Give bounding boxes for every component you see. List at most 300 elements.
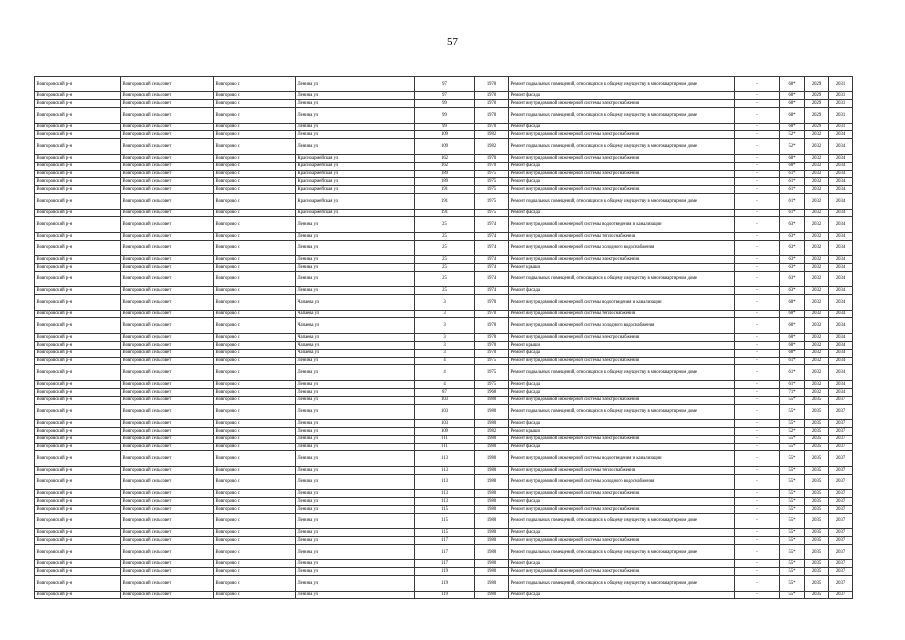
cell-end-year: 2031 [829, 92, 853, 100]
cell-year-built: 1974 [475, 271, 509, 286]
cell-wear-percent: 63* [780, 256, 805, 264]
cell-locality: Вовгорово с [214, 404, 296, 419]
cell-year-built: 1982 [475, 131, 509, 139]
cell-work-type: Ремонт внутридомовой инженерной системы холодного водоснабжения [509, 474, 735, 489]
cell-street: Ленина ул [296, 271, 415, 286]
cell-work-type: Ремонт фасада [509, 591, 735, 599]
cell-settlement-council: Вовгоровский сельсовет [121, 505, 214, 513]
cell-end-year: 2037 [829, 591, 853, 599]
cell-dash: - [735, 178, 780, 186]
table-row [35, 591, 853, 599]
cell-year-built: 1970 [475, 318, 509, 333]
cell-settlement-council: Вовгоровский сельсовет [121, 427, 214, 435]
cell-district: Вовгоровский р-н [35, 186, 121, 194]
table-row [35, 357, 853, 365]
cell-street: Красноармейская ул [296, 186, 415, 194]
cell-district: Вовгоровский р-н [35, 295, 121, 310]
cell-settlement-council: Вовгоровский сельсовет [121, 435, 214, 443]
cell-settlement-council: Вовгоровский сельсовет [121, 529, 214, 537]
cell-end-year: 2037 [829, 529, 853, 537]
cell-district: Вовгоровский р-н [35, 131, 121, 139]
cell-settlement-council: Вовгоровский сельсовет [121, 77, 214, 92]
cell-house-number: 99 [415, 123, 475, 131]
cell-settlement-council: Вовгоровский сельсовет [121, 333, 214, 341]
cell-start-year: 2035 [805, 419, 829, 427]
cell-wear-percent: 63* [780, 217, 805, 232]
cell-year-built: 1980 [475, 474, 509, 489]
cell-year-built: 1970 [475, 123, 509, 131]
cell-street: Чапаева ул [296, 333, 415, 341]
cell-street: Ленина ул [296, 139, 415, 154]
cell-settlement-council: Вовгоровский сельсовет [121, 100, 214, 108]
cell-end-year: 2034 [829, 178, 853, 186]
cell-dash: - [735, 131, 780, 139]
cell-district: Вовгоровский р-н [35, 108, 121, 123]
cell-locality: Вовгорово с [214, 209, 296, 217]
cell-settlement-council: Вовгоровский сельсовет [121, 466, 214, 474]
cell-district: Вовгоровский р-н [35, 404, 121, 419]
table-row [35, 427, 853, 435]
cell-dash: - [735, 240, 780, 255]
cell-street: Чапаева ул [296, 349, 415, 357]
table-row [35, 349, 853, 357]
cell-settlement-council: Вовгоровский сельсовет [121, 474, 214, 489]
cell-start-year: 2035 [805, 466, 829, 474]
cell-start-year: 2032 [805, 271, 829, 286]
cell-year-built: 1980 [475, 568, 509, 576]
cell-work-type: Ремонт фасада [509, 123, 735, 131]
cell-dash: - [735, 388, 780, 396]
cell-year-built: 1980 [475, 560, 509, 568]
cell-wear-percent: 55* [780, 466, 805, 474]
table-row [35, 537, 853, 545]
cell-wear-percent: 68* [780, 154, 805, 162]
cell-settlement-council: Вовгоровский сельсовет [121, 396, 214, 404]
cell-end-year: 2034 [829, 162, 853, 170]
cell-wear-percent: 68* [780, 318, 805, 333]
cell-street: Ленина ул [296, 404, 415, 419]
cell-locality: Вовгорово с [214, 333, 296, 341]
cell-work-type: Ремонт внутридомовой инженерной системы электроснабжения [509, 490, 735, 498]
cell-house-number: 25 [415, 232, 475, 240]
table-row [35, 186, 853, 194]
cell-settlement-council: Вовгоровский сельсовет [121, 310, 214, 318]
cell-start-year: 2032 [805, 310, 829, 318]
cell-year-built: 1982 [475, 427, 509, 435]
cell-house-number: 25 [415, 217, 475, 232]
cell-work-type: Ремонт внутридомовой инженерной системы водоотведения и канализации [509, 295, 735, 310]
cell-house-number: 191 [415, 194, 475, 209]
cell-work-type: Ремонт подвальных помещений, относящихся к общему имуществу в многоквартирном доме [509, 544, 735, 559]
cell-end-year: 2034 [829, 240, 853, 255]
cell-year-built: 1970 [475, 108, 509, 123]
cell-house-number: 119 [415, 568, 475, 576]
cell-wear-percent: 55* [780, 474, 805, 489]
cell-work-type: Ремонт внутридомовой инженерной системы электроснабжения [509, 333, 735, 341]
table-row [35, 396, 853, 404]
cell-work-type: Ремонт внутридомовой инженерной системы электроснабжения [509, 505, 735, 513]
cell-dash: - [735, 466, 780, 474]
table-row [35, 217, 853, 232]
cell-end-year: 2037 [829, 560, 853, 568]
cell-house-number: 191 [415, 186, 475, 194]
cell-dash: - [735, 349, 780, 357]
cell-wear-percent: 68* [780, 92, 805, 100]
cell-district: Вовгоровский р-н [35, 490, 121, 498]
cell-dash: - [735, 194, 780, 209]
cell-dash: - [735, 380, 780, 388]
cell-start-year: 2032 [805, 318, 829, 333]
cell-start-year: 2035 [805, 505, 829, 513]
cell-locality: Вовгорово с [214, 162, 296, 170]
cell-wear-percent: 63* [780, 240, 805, 255]
cell-work-type: Ремонт подвальных помещений, относящихся к общему имуществу в многоквартирном доме [509, 513, 735, 528]
cell-locality: Вовгорово с [214, 349, 296, 357]
cell-dash: - [735, 77, 780, 92]
table-row [35, 162, 853, 170]
cell-dash: - [735, 591, 780, 599]
cell-district: Вовгоровский р-н [35, 287, 121, 295]
cell-dash: - [735, 264, 780, 272]
cell-start-year: 2035 [805, 396, 829, 404]
cell-street: Ленина ул [296, 529, 415, 537]
cell-start-year: 2032 [805, 380, 829, 388]
cell-street: Ленина ул [296, 264, 415, 272]
cell-dash: - [735, 544, 780, 559]
cell-end-year: 2034 [829, 357, 853, 365]
cell-street: Ленина ул [296, 396, 415, 404]
cell-settlement-council: Вовгоровский сельсовет [121, 131, 214, 139]
cell-end-year: 2037 [829, 498, 853, 506]
cell-house-number: 111 [415, 443, 475, 451]
table-row [35, 404, 853, 419]
cell-house-number: 113 [415, 498, 475, 506]
cell-year-built: 1970 [475, 333, 509, 341]
cell-locality: Вовгорово с [214, 427, 296, 435]
cell-start-year: 2032 [805, 139, 829, 154]
cell-start-year: 2035 [805, 544, 829, 559]
cell-locality: Вовгорово с [214, 435, 296, 443]
cell-street: Ленина ул [296, 490, 415, 498]
cell-wear-percent: 61* [780, 365, 805, 380]
cell-house-number: 109 [415, 427, 475, 435]
cell-district: Вовгоровский р-н [35, 537, 121, 545]
cell-dash: - [735, 186, 780, 194]
cell-district: Вовгоровский р-н [35, 123, 121, 131]
cell-work-type: Ремонт подвальных помещений, относящихся к общему имуществу в многоквартирном доме [509, 108, 735, 123]
cell-work-type: Ремонт фасада [509, 560, 735, 568]
cell-district: Вовгоровский р-н [35, 139, 121, 154]
table-row [35, 451, 853, 466]
cell-year-built: 1975 [475, 209, 509, 217]
cell-street: Чапаева ул [296, 341, 415, 349]
table-row [35, 443, 853, 451]
cell-district: Вовгоровский р-н [35, 333, 121, 341]
cell-district: Вовгоровский р-н [35, 498, 121, 506]
cell-year-built: 1975 [475, 365, 509, 380]
cell-start-year: 2032 [805, 217, 829, 232]
cell-year-built: 1975 [475, 357, 509, 365]
cell-settlement-council: Вовгоровский сельсовет [121, 419, 214, 427]
cell-locality: Вовгорово с [214, 287, 296, 295]
cell-district: Вовгоровский р-н [35, 162, 121, 170]
cell-street: Ленина ул [296, 256, 415, 264]
table-row [35, 474, 853, 489]
cell-settlement-council: Вовгоровский сельсовет [121, 591, 214, 599]
cell-district: Вовгоровский р-н [35, 256, 121, 264]
table-row [35, 287, 853, 295]
cell-street: Ленина ул [296, 131, 415, 139]
cell-end-year: 2034 [829, 341, 853, 349]
cell-house-number: 111 [415, 435, 475, 443]
cell-settlement-council: Вовгоровский сельсовет [121, 568, 214, 576]
cell-settlement-council: Вовгоровский сельсовет [121, 365, 214, 380]
cell-start-year: 2032 [805, 341, 829, 349]
cell-street: Ленина ул [296, 217, 415, 232]
cell-locality: Вовгорово с [214, 490, 296, 498]
cell-locality: Вовгорово с [214, 217, 296, 232]
cell-dash: - [735, 576, 780, 591]
cell-street: Ленина ул [296, 544, 415, 559]
cell-start-year: 2035 [805, 490, 829, 498]
cell-settlement-council: Вовгоровский сельсовет [121, 287, 214, 295]
cell-street: Ленина ул [296, 287, 415, 295]
cell-wear-percent: 63* [780, 287, 805, 295]
cell-end-year: 2037 [829, 544, 853, 559]
cell-work-type: Ремонт фасада [509, 529, 735, 537]
cell-dash: - [735, 170, 780, 178]
cell-locality: Вовгорово с [214, 443, 296, 451]
cell-start-year: 2035 [805, 529, 829, 537]
cell-district: Вовгоровский р-н [35, 380, 121, 388]
cell-settlement-council: Вовгоровский сельсовет [121, 341, 214, 349]
cell-settlement-council: Вовгоровский сельсовет [121, 108, 214, 123]
cell-street: Красноармейская ул [296, 178, 415, 186]
cell-year-built: 1980 [475, 490, 509, 498]
cell-district: Вовгоровский р-н [35, 271, 121, 286]
cell-end-year: 2037 [829, 404, 853, 419]
cell-district: Вовгоровский р-н [35, 77, 121, 92]
cell-start-year: 2032 [805, 240, 829, 255]
table-row [35, 505, 853, 513]
cell-settlement-council: Вовгоровский сельсовет [121, 194, 214, 209]
cell-locality: Вовгорово с [214, 474, 296, 489]
cell-wear-percent: 55* [780, 451, 805, 466]
cell-wear-percent: 55* [780, 529, 805, 537]
cell-locality: Вовгорово с [214, 264, 296, 272]
table-row [35, 154, 853, 162]
cell-end-year: 2037 [829, 576, 853, 591]
cell-start-year: 2029 [805, 123, 829, 131]
cell-end-year: 2037 [829, 443, 853, 451]
cell-work-type: Ремонт внутридомовой инженерной системы электроснабжения [509, 154, 735, 162]
table-body [35, 77, 853, 599]
cell-work-type: Ремонт внутридомовой инженерной системы теплоснабжения [509, 232, 735, 240]
table-row [35, 131, 853, 139]
table-row [35, 123, 853, 131]
cell-start-year: 2032 [805, 365, 829, 380]
table-row [35, 178, 853, 186]
cell-year-built: 1970 [475, 295, 509, 310]
cell-wear-percent: 61* [780, 170, 805, 178]
cell-year-built: 1980 [475, 443, 509, 451]
cell-dash: - [735, 404, 780, 419]
cell-dash: - [735, 365, 780, 380]
cell-street: Ленина ул [296, 466, 415, 474]
cell-wear-percent: 55* [780, 396, 805, 404]
cell-settlement-council: Вовгоровский сельсовет [121, 209, 214, 217]
cell-work-type: Ремонт подвальных помещений, относящихся к общему имуществу в многоквартирном доме [509, 271, 735, 286]
cell-dash: - [735, 287, 780, 295]
cell-end-year: 2037 [829, 537, 853, 545]
cell-settlement-council: Вовгоровский сельсовет [121, 123, 214, 131]
cell-year-built: 1970 [475, 77, 509, 92]
cell-dash: - [735, 92, 780, 100]
cell-end-year: 2031 [829, 77, 853, 92]
cell-street: Ленина ул [296, 560, 415, 568]
cell-work-type: Ремонт подвальных помещений, относящихся к общему имуществу в многоквартирном доме [509, 77, 735, 92]
cell-district: Вовгоровский р-н [35, 451, 121, 466]
cell-end-year: 2034 [829, 186, 853, 194]
cell-wear-percent: 61* [780, 186, 805, 194]
cell-end-year: 2034 [829, 295, 853, 310]
cell-end-year: 2034 [829, 388, 853, 396]
cell-wear-percent: 55* [780, 435, 805, 443]
cell-work-type: Ремонт крыши [509, 264, 735, 272]
cell-settlement-council: Вовгоровский сельсовет [121, 264, 214, 272]
cell-wear-percent: 68* [780, 77, 805, 92]
table-row [35, 170, 853, 178]
cell-district: Вовгоровский р-н [35, 100, 121, 108]
cell-locality: Вовгорово с [214, 186, 296, 194]
cell-start-year: 2032 [805, 170, 829, 178]
cell-year-built: 1970 [475, 310, 509, 318]
cell-dash: - [735, 490, 780, 498]
cell-settlement-council: Вовгоровский сельсовет [121, 318, 214, 333]
cell-year-built: 1980 [475, 451, 509, 466]
cell-work-type: Ремонт фасада [509, 349, 735, 357]
cell-start-year: 2032 [805, 162, 829, 170]
cell-dash: - [735, 498, 780, 506]
cell-work-type: Ремонт внутридомовой инженерной системы водоотведения и канализации [509, 451, 735, 466]
cell-end-year: 2034 [829, 333, 853, 341]
cell-year-built: 1974 [475, 240, 509, 255]
cell-district: Вовгоровский р-н [35, 560, 121, 568]
cell-work-type: Ремонт крыши [509, 341, 735, 349]
cell-start-year: 2032 [805, 287, 829, 295]
table-row [35, 194, 853, 209]
cell-start-year: 2035 [805, 568, 829, 576]
cell-locality: Вовгорово с [214, 170, 296, 178]
cell-year-built: 1975 [475, 380, 509, 388]
cell-street: Красноармейская ул [296, 194, 415, 209]
cell-year-built: 1980 [475, 544, 509, 559]
cell-start-year: 2032 [805, 349, 829, 357]
cell-street: Ленина ул [296, 505, 415, 513]
cell-house-number: 25 [415, 264, 475, 272]
cell-end-year: 2034 [829, 154, 853, 162]
cell-work-type: Ремонт фасада [509, 380, 735, 388]
table-row [35, 365, 853, 380]
cell-wear-percent: 55* [780, 419, 805, 427]
cell-start-year: 2032 [805, 154, 829, 162]
cell-district: Вовгоровский р-н [35, 92, 121, 100]
cell-wear-percent: 55* [780, 568, 805, 576]
cell-locality: Вовгорово с [214, 271, 296, 286]
cell-year-built: 1970 [475, 349, 509, 357]
cell-street: Ленина ул [296, 240, 415, 255]
cell-year-built: 1982 [475, 139, 509, 154]
cell-house-number: 97 [415, 77, 475, 92]
cell-end-year: 2034 [829, 131, 853, 139]
cell-year-built: 1974 [475, 217, 509, 232]
cell-year-built: 1980 [475, 537, 509, 545]
cell-district: Вовгоровский р-н [35, 591, 121, 599]
cell-locality: Вовгорово с [214, 108, 296, 123]
cell-work-type: Ремонт внутридомовой инженерной системы электроснабжения [509, 435, 735, 443]
table-row [35, 139, 853, 154]
cell-year-built: 1970 [475, 92, 509, 100]
cell-locality: Вовгорово с [214, 92, 296, 100]
cell-end-year: 2031 [829, 123, 853, 131]
cell-year-built: 1980 [475, 396, 509, 404]
cell-wear-percent: 52* [780, 427, 805, 435]
cell-settlement-council: Вовгоровский сельсовет [121, 178, 214, 186]
cell-house-number: 119 [415, 576, 475, 591]
cell-house-number: 99 [415, 108, 475, 123]
table-row [35, 240, 853, 255]
cell-dash: - [735, 435, 780, 443]
cell-wear-percent: 55* [780, 498, 805, 506]
cell-start-year: 2032 [805, 388, 829, 396]
cell-wear-percent: 61* [780, 357, 805, 365]
cell-house-number: 4 [415, 357, 475, 365]
cell-settlement-council: Вовгоровский сельсовет [121, 490, 214, 498]
table-row [35, 77, 853, 92]
cell-work-type: Ремонт фасада [509, 388, 735, 396]
cell-house-number: 162 [415, 162, 475, 170]
cell-year-built: 1980 [475, 505, 509, 513]
cell-work-type: Ремонт подвальных помещений, относящихся к общему имуществу в многоквартирном доме [509, 365, 735, 380]
cell-start-year: 2035 [805, 451, 829, 466]
cell-settlement-council: Вовгоровский сельсовет [121, 162, 214, 170]
cell-start-year: 2035 [805, 435, 829, 443]
cell-locality: Вовгорово с [214, 318, 296, 333]
cell-wear-percent: 55* [780, 591, 805, 599]
cell-district: Вовгоровский р-н [35, 505, 121, 513]
cell-locality: Вовгорово с [214, 310, 296, 318]
cell-locality: Вовгорово с [214, 123, 296, 131]
cell-work-type: Ремонт фасада [509, 178, 735, 186]
cell-locality: Вовгорово с [214, 100, 296, 108]
cell-district: Вовгоровский р-н [35, 568, 121, 576]
cell-wear-percent: 55* [780, 513, 805, 528]
cell-start-year: 2035 [805, 498, 829, 506]
cell-dash: - [735, 310, 780, 318]
cell-house-number: 103 [415, 419, 475, 427]
cell-district: Вовгоровский р-н [35, 349, 121, 357]
cell-house-number: 99 [415, 100, 475, 108]
cell-house-number: 97 [415, 92, 475, 100]
cell-house-number: 25 [415, 240, 475, 255]
table-row [35, 108, 853, 123]
cell-street: Ленина ул [296, 77, 415, 92]
cell-house-number: 25 [415, 271, 475, 286]
cell-start-year: 2035 [805, 560, 829, 568]
cell-locality: Вовгорово с [214, 341, 296, 349]
cell-end-year: 2034 [829, 170, 853, 178]
cell-district: Вовгоровский р-н [35, 396, 121, 404]
